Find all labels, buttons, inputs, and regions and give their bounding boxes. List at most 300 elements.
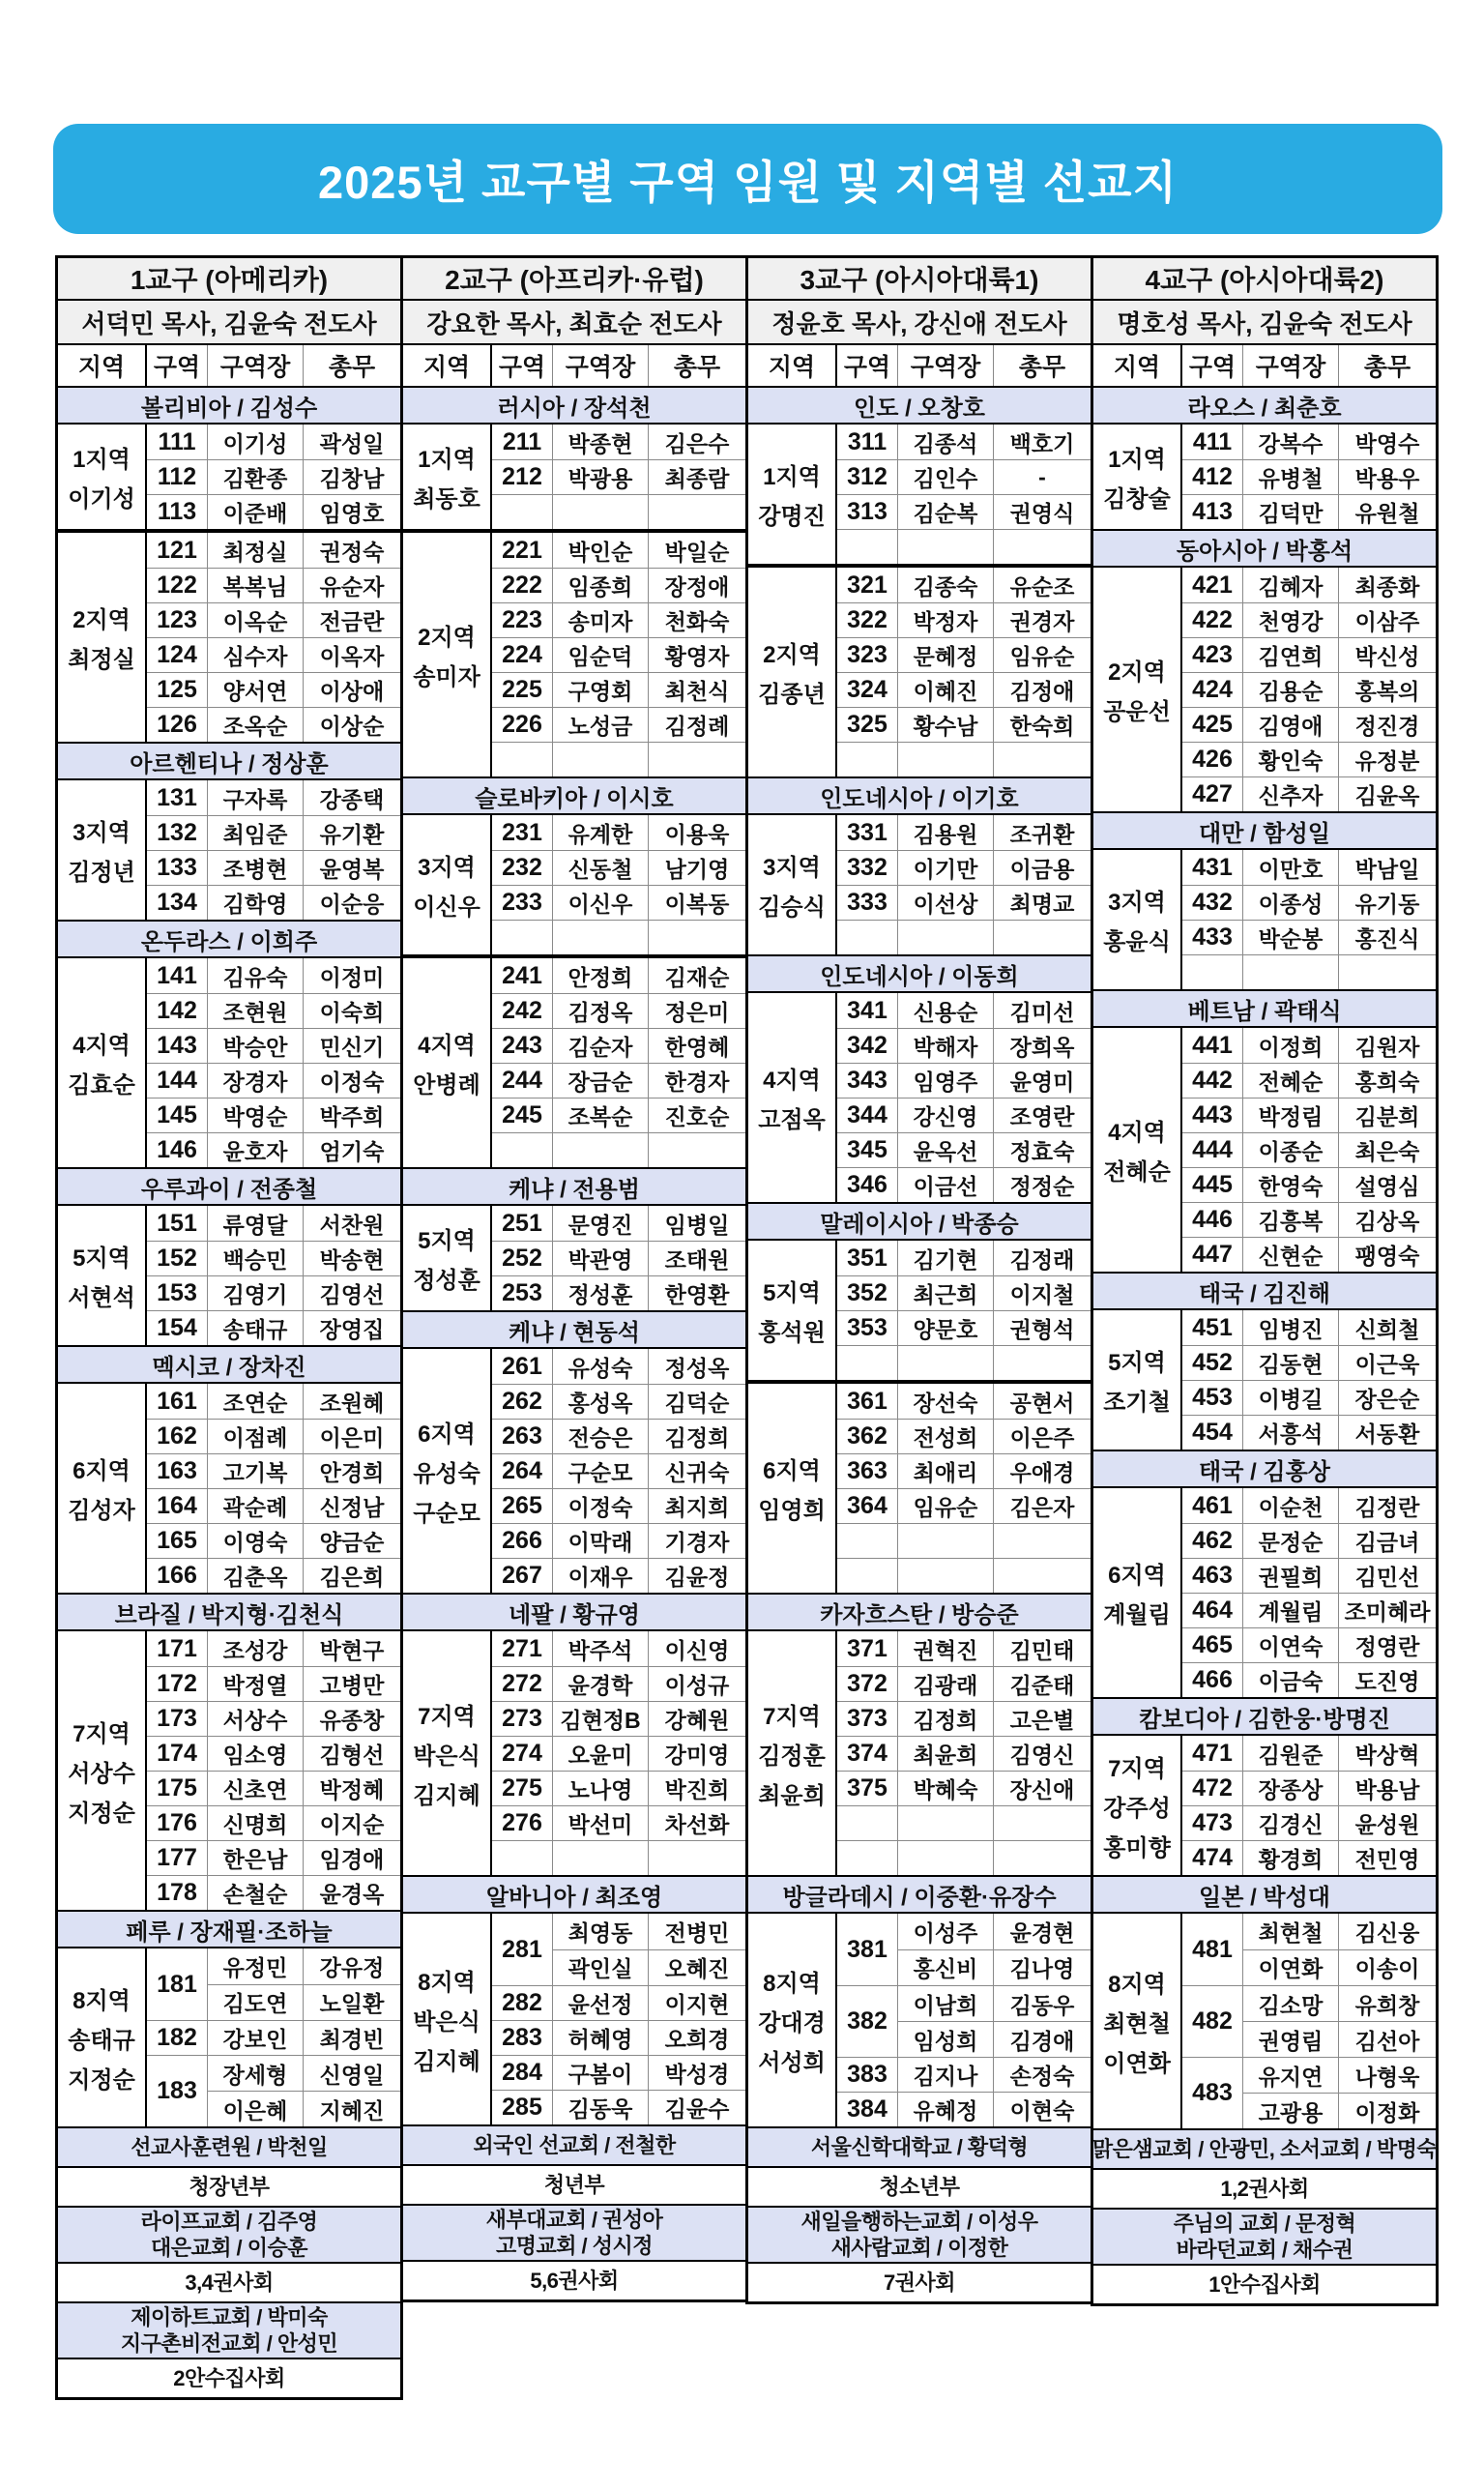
- cell-section-number: [837, 1559, 898, 1593]
- table-row: [1182, 425, 1436, 459]
- region-label-line: 8지역: [73, 1987, 131, 2014]
- name-line: 최현철: [1258, 1919, 1324, 1946]
- region-label-line: 송태규: [68, 2027, 135, 2054]
- cell-section-leader: [208, 1948, 304, 2020]
- table-row: [147, 1736, 400, 1771]
- mission-country-band: 인도네시아 / 이기호: [748, 778, 1091, 815]
- mission-country-band: 알바니아 / 최조영: [403, 1877, 745, 1914]
- region-rows: [1182, 1736, 1436, 1875]
- cell-section-leader: 김영애: [1243, 708, 1339, 742]
- cell-section-number: 143: [147, 1029, 208, 1063]
- cell-secretary: 권형석: [1009, 1317, 1075, 1342]
- region-rows: [837, 1631, 1091, 1875]
- cell-section-leader: 안정희: [553, 958, 649, 993]
- cell-section-number: 223: [492, 603, 553, 637]
- mission-country-band: 볼리비아 / 김성수: [58, 388, 400, 425]
- cell-section-leader: 임소영: [208, 1737, 304, 1771]
- region-block: [748, 566, 1091, 778]
- table-row: [1182, 2057, 1436, 2128]
- cell-section-number: 451: [1182, 1310, 1243, 1345]
- cell-section-leader: 한은남: [208, 1841, 304, 1875]
- title-banner: [53, 124, 1442, 234]
- cell-section-leader: [898, 1841, 994, 1875]
- cell-secretary: 김정래: [1009, 1246, 1075, 1273]
- region-block: [1093, 425, 1436, 531]
- cell-secretary: [649, 495, 745, 529]
- region-block: [58, 1206, 400, 1347]
- table-row: [837, 672, 1091, 707]
- table-row: [147, 1875, 400, 1910]
- region-label: [748, 568, 837, 776]
- cell-secretary: 이정미: [319, 964, 385, 990]
- region-label-line: 2지역: [418, 625, 476, 651]
- column-header-row: [58, 345, 400, 388]
- table-row: [492, 1771, 745, 1805]
- region-rows: [1182, 850, 1436, 989]
- region-label-line: 홍석원: [758, 1320, 826, 1346]
- cell-section-number: 132: [147, 816, 208, 850]
- table-row: [837, 602, 1091, 637]
- cell-section-number: 441: [1182, 1028, 1243, 1063]
- cell-secretary: 박용우: [1354, 466, 1420, 491]
- table-row: [147, 1948, 400, 2020]
- mission-country-band: 멕시코 / 장차진: [58, 1347, 400, 1384]
- table-row: [147, 1028, 400, 1063]
- mission-country-band: 슬로바키아 / 이시호: [403, 778, 745, 815]
- cell-secretary: 유종창: [319, 1708, 385, 1733]
- footer-line: 2안수집사회: [173, 2366, 285, 2390]
- region-label-line: 김종년: [758, 682, 826, 708]
- cell-section-leader: 백승민: [208, 1242, 304, 1275]
- cell-section-leader: 박주석: [553, 1631, 649, 1666]
- table-row: [1182, 776, 1436, 811]
- cell-section-leader: 김환종: [208, 460, 304, 494]
- region-label: [403, 815, 492, 954]
- region-rows: [147, 1384, 400, 1593]
- footer-row: [1093, 2130, 1436, 2170]
- region-label: [403, 958, 492, 1167]
- cell-section-number: 145: [147, 1099, 208, 1132]
- table-row: [147, 1132, 400, 1167]
- cell-section-leader: 윤옥선: [898, 1133, 994, 1167]
- cell-section-leader: [1243, 2058, 1339, 2128]
- table-row: [492, 707, 745, 742]
- cell-secretary: [1339, 955, 1436, 989]
- cell-section-number: 352: [837, 1276, 898, 1310]
- cell-section-leader: 이혜진: [898, 673, 994, 707]
- cell-section-number: 251: [492, 1206, 553, 1241]
- footer-line: 5,6권사회: [530, 2269, 619, 2293]
- cell-section-leader: 천영강: [1243, 603, 1339, 637]
- region-label: [58, 1206, 147, 1345]
- cell-secretary: 정은미: [664, 1000, 730, 1025]
- cell-section-leader: 박승안: [208, 1029, 304, 1063]
- table-row: [1182, 459, 1436, 494]
- cell-secretary: 김창남: [319, 466, 385, 491]
- cell-secretary: 김민태: [1009, 1637, 1075, 1663]
- region-label-line: 2지역: [1108, 659, 1166, 686]
- table-row: [492, 1805, 745, 1840]
- cell-section-leader: [208, 2056, 304, 2126]
- cell-section-leader: 김학영: [208, 886, 304, 920]
- cell-secretary: 홍진식: [1354, 926, 1420, 952]
- cell-section-number: 124: [147, 638, 208, 672]
- table-row: [1182, 1662, 1436, 1697]
- table-row: [492, 637, 745, 672]
- name-line: 유정민: [222, 1954, 288, 1980]
- cell-secretary: 조미혜라: [1344, 1599, 1431, 1625]
- name-line: 장세형: [222, 2062, 288, 2088]
- cell-section-number: 133: [147, 851, 208, 885]
- cell-section-number: 263: [492, 1420, 553, 1453]
- region-rows: [837, 568, 1091, 776]
- region-label-line: 최현철: [1103, 2010, 1171, 2037]
- cell-section-number: 443: [1182, 1099, 1243, 1132]
- cell-secretary: 박영수: [1354, 430, 1420, 456]
- cell-section-number: 221: [492, 533, 553, 568]
- footer-line: 청년부: [543, 2173, 605, 2197]
- cell-secretary: 장정애: [664, 574, 730, 600]
- cell-section-number: 483: [1182, 2058, 1243, 2128]
- cell-section-number: 243: [492, 1029, 553, 1063]
- name-line: 김도연: [208, 1984, 303, 2021]
- cell-section-leader: 이선상: [898, 886, 994, 920]
- footer-row: [58, 2168, 400, 2208]
- name-line: 이남희: [913, 1992, 978, 2018]
- footer-line: 새부대교회 / 권성아: [485, 2208, 663, 2232]
- name-line: 이송이: [1339, 1949, 1436, 1986]
- cell-section-number: 144: [147, 1064, 208, 1098]
- cell-secretary: 서찬원: [319, 1212, 385, 1238]
- cell-secretary: [994, 1346, 1091, 1380]
- region-rows: [837, 1914, 1091, 2126]
- region-label-line: 김정년: [68, 860, 135, 886]
- mission-country-band: 캄보디아 / 김한웅·방명진: [1093, 1699, 1436, 1736]
- region-block: [748, 1241, 1091, 1382]
- cell-secretary: 전민영: [1354, 1847, 1420, 1872]
- region-rows: [492, 1631, 745, 1875]
- cell-section-number: [492, 495, 553, 529]
- table-row: [837, 1384, 1091, 1419]
- cell-secretary: 김상옥: [1354, 1209, 1420, 1234]
- cell-secretary: -: [1038, 464, 1046, 489]
- cell-section-number: 252: [492, 1242, 553, 1275]
- cell-secretary: 윤영미: [1009, 1069, 1075, 1095]
- region-rows: [147, 533, 400, 742]
- region-label: [1093, 1736, 1182, 1875]
- cell-section-number: 272: [492, 1667, 553, 1701]
- cell-section-number: 154: [147, 1311, 208, 1345]
- cell-section-number: [1182, 955, 1243, 989]
- footer-row: [748, 2264, 1091, 2301]
- footer-line: 라이프교회 / 김주영: [140, 2210, 318, 2234]
- table-row: [837, 529, 1091, 564]
- cell-section-number: 361: [837, 1384, 898, 1419]
- cell-section-number: 447: [1182, 1238, 1243, 1272]
- cell-section-number: [837, 530, 898, 564]
- table-row: [492, 672, 745, 707]
- cell-section-number: 373: [837, 1702, 898, 1736]
- region-label-line: 1지역: [763, 464, 821, 490]
- district-title: 3교구 (아시아대륙1): [748, 258, 1091, 301]
- cell-secretary: 장은순: [1354, 1387, 1420, 1412]
- cell-section-number: 444: [1182, 1133, 1243, 1167]
- table-row: [837, 1805, 1091, 1840]
- region-label-line: 지정순: [68, 2066, 135, 2094]
- table-row: [147, 1310, 400, 1345]
- table-row: [837, 993, 1091, 1028]
- table-row: [492, 1914, 745, 1985]
- footer-row: [58, 2208, 400, 2264]
- footer-line: 선교사훈련원 / 박천일: [131, 2135, 328, 2159]
- table-row: [1182, 1237, 1436, 1272]
- mission-country-band: 페루 / 장재필·조하늘: [58, 1912, 400, 1948]
- region-label: [403, 425, 492, 529]
- region-label: [58, 1384, 147, 1593]
- cell-section-leader: 김동현: [1243, 1346, 1339, 1380]
- mission-country-band: 일본 / 박성대: [1093, 1877, 1436, 1914]
- region-label: [1093, 1914, 1182, 2128]
- table-row: [1182, 1523, 1436, 1558]
- cell-section-number: 267: [492, 1559, 553, 1593]
- region-label-line: 4지역: [418, 1033, 476, 1059]
- cell-section-leader: 임병진: [1243, 1310, 1339, 1345]
- cell-section-number: 164: [147, 1489, 208, 1523]
- table-row: [492, 1631, 745, 1666]
- name-line: 고광용: [1243, 2093, 1338, 2128]
- region-label: [1093, 1488, 1182, 1697]
- table-row: [837, 494, 1091, 529]
- mission-country-band: 대만 / 함성일: [1093, 813, 1436, 850]
- table-row: [492, 1985, 745, 2020]
- table-row: [1182, 1771, 1436, 1805]
- cell-secretary: 강혜원: [664, 1708, 730, 1733]
- column-header: 구역장: [1243, 345, 1339, 386]
- table-row: [837, 1098, 1091, 1132]
- region-label-line: 김정훈: [758, 1743, 826, 1770]
- footer-line: 청장년부: [189, 2175, 270, 2199]
- cell-section-number: 411: [1182, 425, 1243, 459]
- cell-secretary: 차선화: [664, 1812, 730, 1837]
- cell-secretary: [994, 921, 1091, 954]
- footer-line: 맑은샘교회 / 안광민, 소서교회 / 박명숙: [1091, 2137, 1438, 2161]
- cell-section-leader: [898, 921, 994, 954]
- region-block: [1093, 1028, 1436, 1274]
- table-row: [147, 1384, 400, 1419]
- cell-secretary: 박주희: [319, 1104, 385, 1129]
- cell-section-number: 454: [1182, 1416, 1243, 1450]
- cell-secretary: 박진희: [664, 1777, 730, 1802]
- table-row: [492, 494, 745, 529]
- table-row: [147, 533, 400, 568]
- cell-secretary: 박성경: [664, 2062, 730, 2087]
- cell-secretary: [1339, 1986, 1436, 2057]
- cell-section-leader: 윤선정: [553, 1986, 649, 2020]
- region-label-line: 구순모: [413, 1500, 480, 1527]
- cell-secretary: 이현숙: [1009, 2098, 1075, 2124]
- cell-section-number: 112: [147, 460, 208, 494]
- cell-section-number: 146: [147, 1133, 208, 1167]
- table-row: [837, 1523, 1091, 1558]
- region-label-line: 서성희: [758, 2049, 826, 2076]
- name-line: 이은혜: [208, 2091, 303, 2126]
- table-row: [1182, 954, 1436, 989]
- table-row: [147, 780, 400, 815]
- cell-secretary: 박현구: [319, 1637, 385, 1663]
- cell-secretary: 이성규: [664, 1673, 730, 1698]
- cell-section-leader: [1243, 1914, 1339, 1985]
- region-label: [58, 533, 147, 742]
- region-rows: [492, 958, 745, 1167]
- cell-secretary: 손정숙: [1009, 2064, 1075, 2089]
- name-line: 권영림: [1243, 2021, 1338, 2057]
- cell-section-number: 431: [1182, 850, 1243, 885]
- table-row: [492, 1488, 745, 1523]
- table-row: [1182, 1985, 1436, 2057]
- table-row: [837, 1985, 1091, 2057]
- cell-section-number: 233: [492, 886, 553, 920]
- cell-section-leader: [553, 743, 649, 776]
- cell-section-number: 172: [147, 1667, 208, 1701]
- table-row: [492, 1028, 745, 1063]
- cell-section-leader: 박순봉: [1243, 921, 1339, 954]
- cell-section-number: [837, 1524, 898, 1558]
- cell-section-number: 162: [147, 1420, 208, 1453]
- mission-country-band: 아르헨티나 / 정상훈: [58, 744, 400, 780]
- cell-secretary: 김분희: [1354, 1104, 1420, 1129]
- cell-section-number: 113: [147, 495, 208, 529]
- cell-secretary: 유순조: [1009, 573, 1075, 600]
- region-block: [748, 993, 1091, 1204]
- cell-section-leader: 정성훈: [553, 1276, 649, 1310]
- cell-section-number: 281: [492, 1914, 553, 1985]
- cell-secretary: 정성옥: [664, 1355, 730, 1381]
- table-row: [837, 1631, 1091, 1666]
- cell-section-number: 425: [1182, 708, 1243, 742]
- region-label: [58, 1631, 147, 1910]
- cell-secretary: [649, 743, 745, 776]
- cell-section-number: [837, 1806, 898, 1840]
- cell-section-number: 344: [837, 1099, 898, 1132]
- table-row: [1182, 1202, 1436, 1237]
- footer-row: [58, 2264, 400, 2303]
- table-row: [492, 850, 745, 885]
- cell-secretary: 박용남: [1354, 1777, 1420, 1802]
- name-line: 최영동: [567, 1919, 633, 1946]
- cell-section-number: [837, 921, 898, 954]
- region-label-line: 3지역: [418, 855, 476, 881]
- cell-secretary: 신희철: [1354, 1316, 1420, 1342]
- footer-row: [1093, 2170, 1436, 2210]
- cell-section-leader: 황인숙: [1243, 743, 1339, 776]
- table-row: [492, 742, 745, 776]
- footer-line: 새사람교회 / 이정한: [830, 2236, 1008, 2260]
- cell-section-number: 121: [147, 533, 208, 568]
- cell-secretary: 유순자: [319, 574, 385, 600]
- cell-secretary: 김윤옥: [1354, 783, 1420, 808]
- cell-secretary: 윤성원: [1354, 1812, 1420, 1837]
- cell-secretary: 최지희: [664, 1495, 730, 1520]
- page-title: 2025년 교구별 구역 임원 및 지역별 선교지: [318, 156, 1178, 208]
- cell-section-leader: 최근희: [898, 1276, 994, 1310]
- cell-secretary: 김금녀: [1354, 1530, 1420, 1555]
- cell-section-leader: 구봄이: [553, 2056, 649, 2090]
- column-header-row: [403, 345, 745, 388]
- table-row: [492, 1558, 745, 1593]
- cell-section-leader: 서상수: [208, 1702, 304, 1736]
- region-label: [748, 1241, 837, 1380]
- cell-section-number: 231: [492, 815, 553, 850]
- cell-secretary: [994, 1806, 1091, 1840]
- district-column-1: [55, 255, 403, 2400]
- cell-section-leader: 김정옥: [553, 994, 649, 1028]
- cell-section-leader: [898, 1346, 994, 1380]
- mission-country-band: 인도 / 오창호: [748, 388, 1091, 425]
- name-line: 유희창: [1354, 1992, 1420, 2018]
- region-rows: [837, 815, 1091, 954]
- table-row: [492, 1840, 745, 1875]
- cell-secretary: 이은주: [1009, 1425, 1075, 1450]
- cell-secretary: 오희경: [664, 2027, 730, 2052]
- region-label-line: 강명진: [758, 504, 826, 530]
- cell-section-leader: 박종현: [553, 425, 649, 459]
- table-row: [1182, 672, 1436, 707]
- region-rows: [492, 1206, 745, 1310]
- cell-section-leader: 이영숙: [208, 1524, 304, 1558]
- region-label-line: 서현석: [68, 1285, 135, 1311]
- cell-section-number: 375: [837, 1772, 898, 1805]
- table-row: [147, 707, 400, 742]
- column-header: 지역: [1093, 345, 1182, 386]
- footer-row: [1093, 2210, 1436, 2266]
- cell-section-leader: [1243, 1986, 1339, 2057]
- column-header: 지역: [403, 345, 492, 386]
- region-rows: [492, 533, 745, 776]
- table-row: [837, 707, 1091, 742]
- table-row: [837, 1167, 1091, 1202]
- table-row: [147, 1631, 400, 1666]
- cell-section-leader: 장종상: [1243, 1772, 1339, 1805]
- region-label: [58, 780, 147, 920]
- cell-secretary: 김은희: [319, 1565, 385, 1590]
- cell-section-leader: 강신영: [898, 1099, 994, 1132]
- region-label-line: 최동호: [413, 486, 480, 513]
- cell-secretary: 김민선: [1354, 1565, 1420, 1590]
- cell-section-number: 274: [492, 1737, 553, 1771]
- cell-section-number: 374: [837, 1737, 898, 1771]
- cell-secretary: 기경자: [664, 1530, 730, 1555]
- cell-section-leader: 이종성: [1243, 886, 1339, 920]
- cell-section-number: 123: [147, 603, 208, 637]
- column-header: 총무: [328, 354, 376, 381]
- cell-section-number: 283: [492, 2021, 553, 2055]
- cell-section-number: 423: [1182, 638, 1243, 672]
- cell-section-leader: 허혜영: [553, 2021, 649, 2055]
- region-block: [1093, 1310, 1436, 1451]
- cell-secretary: 이신영: [664, 1637, 730, 1663]
- table-row: [1182, 1840, 1436, 1875]
- cell-section-leader: 김동욱: [553, 2091, 649, 2124]
- table-row: [837, 637, 1091, 672]
- table-row: [147, 637, 400, 672]
- cell-section-leader: 김경신: [1243, 1806, 1339, 1840]
- cell-section-number: [837, 743, 898, 776]
- cell-secretary: 유기동: [1354, 892, 1420, 917]
- cell-section-number: 126: [147, 708, 208, 742]
- cell-section-number: 462: [1182, 1524, 1243, 1558]
- table-row: [1182, 1310, 1436, 1345]
- region-label: [748, 1914, 837, 2126]
